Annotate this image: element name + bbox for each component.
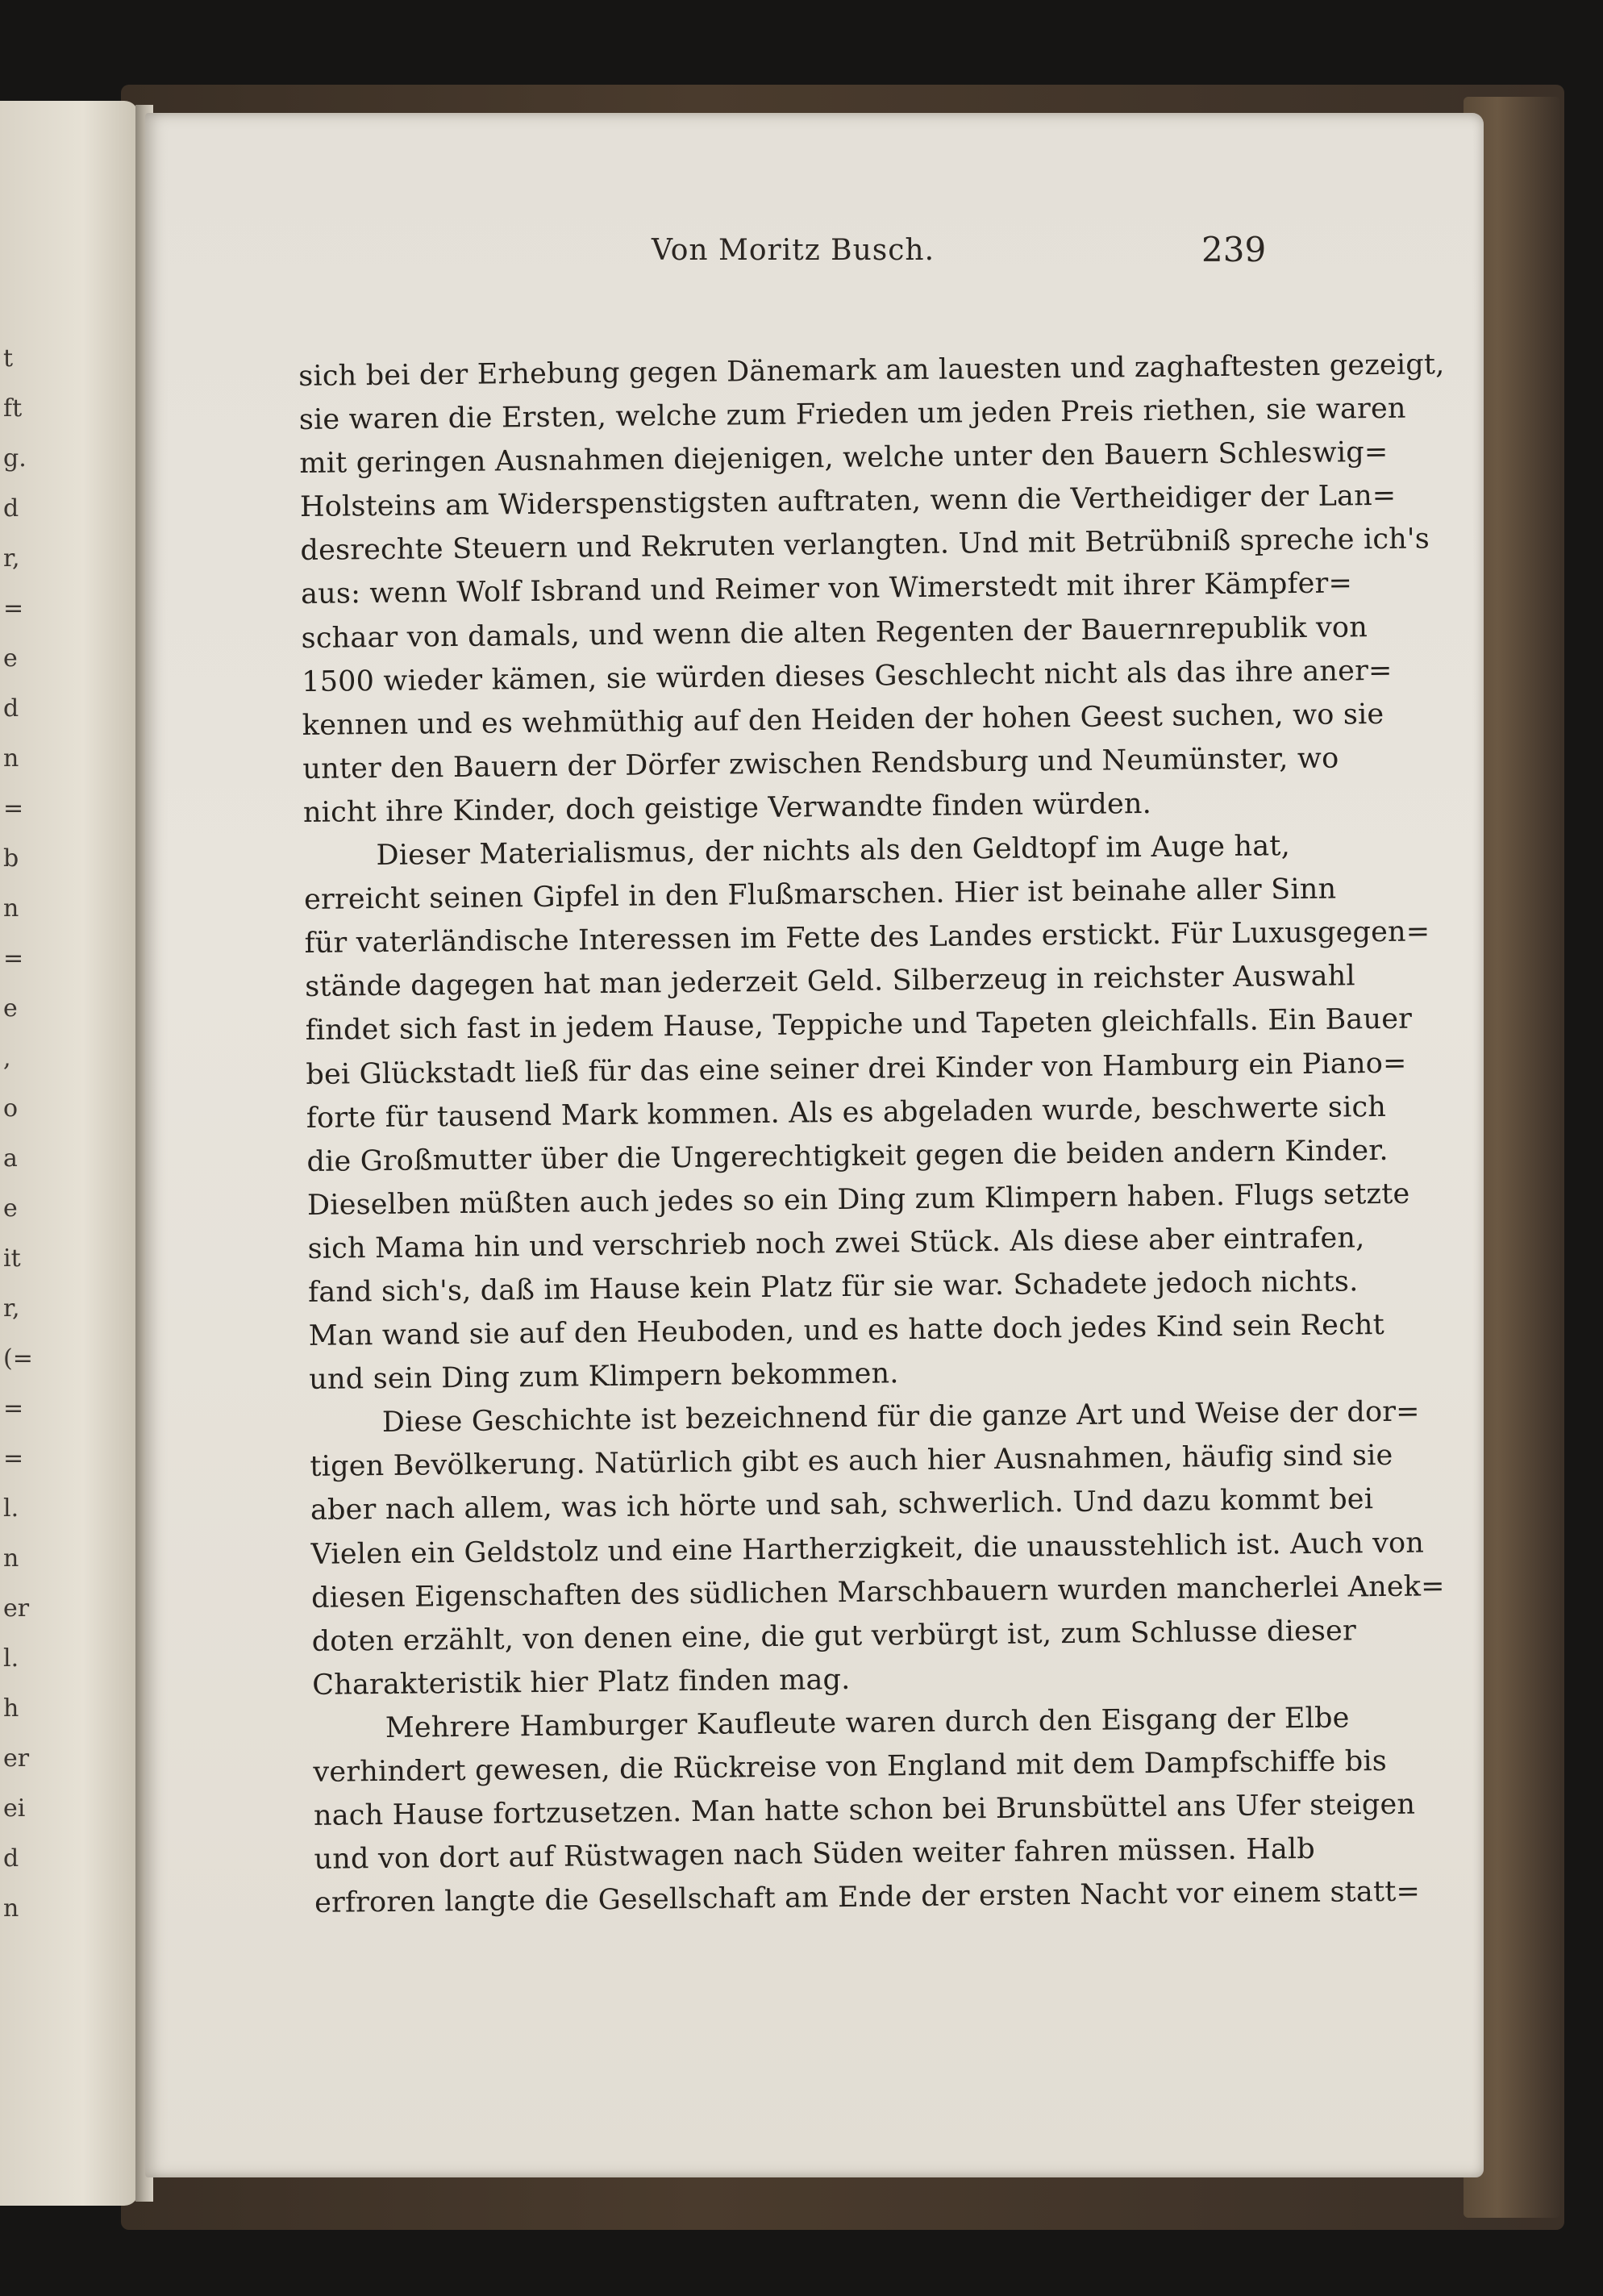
facing-page-fragment: e	[3, 1194, 18, 1223]
body-text	[298, 344, 1445, 1925]
facing-page-fragment: =	[3, 1444, 24, 1473]
text-line: erreicht seinen Gipfel in den Flußmarschen. Hier ist beinahe aller Sinn	[303, 873, 1337, 917]
facing-page-fragment: =	[3, 794, 24, 823]
facing-page-fragment: a	[3, 1144, 18, 1173]
facing-page-fragment: h	[3, 1694, 19, 1723]
text-line: nicht ihre Kinder, doch geistige Verwandte finden würden.	[302, 787, 1152, 829]
facing-page-fragment: er	[3, 1744, 30, 1773]
facing-page-fragment: g.	[3, 444, 27, 473]
text-line: für vaterländische Interessen im Fette des Landes erstickt. Für Luxusgegen=	[304, 915, 1430, 960]
facing-page-fragment: er	[3, 1594, 30, 1623]
text-line: Vielen ein Geldstolz und eine Hartherzigkeit, die unausstehlich ist. Auch von	[310, 1526, 1425, 1571]
text-line: und von dort auf Rüstwagen nach Süden weiter fahren müssen. Halb	[314, 1833, 1316, 1877]
text-line: nach Hause fortzusetzen. Man hatte schon bei Brunsbüttel ans Ufer steigen	[313, 1788, 1416, 1832]
facing-page-fragment: r,	[3, 1294, 20, 1323]
text-line: 1500 wieder kämen, sie würden dieses Geschlecht nicht als das ihre aner=	[302, 654, 1393, 698]
facing-page-fragment: it	[3, 1244, 21, 1273]
text-line: stände dagegen hat man jederzeit Geld. Silberzeug in reichster Auswahl	[305, 960, 1356, 1004]
facing-page-fragment: l.	[3, 1494, 19, 1523]
text-line: kennen und es wehmüthig auf den Heiden der hohen Geest suchen, wo sie	[302, 698, 1384, 742]
text-line: Holsteins am Widerspenstigsten auftraten, wenn die Vertheidiger der Lan=	[299, 480, 1397, 524]
facing-page-fragment: o	[3, 1094, 19, 1123]
text-line: sich bei der Erhebung gegen Dänemark am lauesten und zaghaftesten gezeigt,	[298, 348, 1445, 393]
facing-page-fragment: b	[3, 844, 19, 873]
text-line: mit geringen Ausnahmen diejenigen, welche unter den Bauern Schleswig=	[299, 436, 1389, 481]
text-line: verhindert gewesen, die Rückreise von England mit dem Dampfschiffe bis	[313, 1744, 1388, 1789]
paragraph-start-line: Dieser Materialismus, der nichts als den Geldtopf im Auge hat,	[376, 830, 1291, 873]
text-line: desrechte Steuern und Rekruten verlangten. Und mit Betrübniß spreche ich's	[300, 523, 1430, 568]
text-line: aus: wenn Wolf Isbrand und Reimer von Wimerstedt mit ihrer Kämpfer=	[300, 567, 1353, 611]
text-line: sie waren die Ersten, welche zum Frieden um jeden Preis riethen, sie waren	[298, 392, 1406, 437]
text-line: doten erzählt, von denen eine, die gut verbürgt ist, zum Schlusse dieser	[311, 1615, 1357, 1658]
text-line: tigen Bevölkerung. Natürlich gibt es auch hier Ausnahmen, häufig sind sie	[310, 1440, 1393, 1484]
text-line: fand sich's, daß im Hause kein Platz für sie war. Schadete jedoch nichts.	[307, 1265, 1359, 1309]
text-line: erfroren langte die Gesellschaft am Ende der ersten Nacht vor einem statt=	[314, 1875, 1421, 1920]
text-line: Charakteristik hier Platz finden mag.	[312, 1663, 851, 1702]
facing-page-fragment: =	[3, 944, 24, 973]
text-line: diesen Eigenschaften des südlichen Marschbauern wurden mancherlei Anek=	[310, 1569, 1445, 1615]
facing-page-fragment: n	[3, 894, 19, 923]
text-line: Man wand sie auf den Heuboden, und es hatte doch jedes Kind sein Recht	[308, 1309, 1385, 1352]
text-line: Dieselben müßten auch jedes so ein Ding zum Klimpern haben. Flugs setzte	[306, 1177, 1410, 1222]
text-line: die Großmutter über die Ungerechtigkeit gegen die beiden andern Kinder.	[306, 1134, 1389, 1178]
paragraph-start-line: Mehrere Hamburger Kaufleute waren durch den Eisgang der Elbe	[385, 1702, 1350, 1744]
page-number: 239	[1201, 230, 1267, 269]
facing-page-fragment: r,	[3, 544, 20, 573]
facing-page-fragment: e	[3, 644, 18, 673]
facing-page-fragment: (=	[3, 1344, 33, 1373]
facing-page-fragment: n	[3, 1894, 19, 1923]
facing-page-fragment: n	[3, 1544, 19, 1573]
text-line: findet sich fast in jedem Hause, Teppiche und Tapeten gleichfalls. Ein Bauer	[305, 1002, 1413, 1048]
text-line: unter den Bauern der Dörfer zwischen Rendsburg und Neumünster, wo	[302, 742, 1339, 785]
text-line: bei Glückstadt ließ für das eine seiner drei Kinder von Hamburg ein Piano=	[306, 1047, 1407, 1091]
facing-page-fragment: t	[3, 344, 14, 373]
facing-page-fragment: d	[3, 1844, 19, 1873]
facing-page-fragment: ,	[3, 1044, 11, 1073]
left-facing-page	[0, 101, 139, 2206]
facing-page-fragment: n	[3, 744, 19, 773]
facing-page-fragment: =	[3, 594, 24, 623]
text-line: sich Mama hin und verschrieb noch zwei Stück. Als diese aber eintrafen,	[307, 1222, 1365, 1265]
facing-page-fragment: =	[3, 1394, 24, 1423]
text-line: schaar von damals, und wenn die alten Regenten der Bauernrepublik von	[301, 610, 1368, 655]
text-line: aber nach allem, was ich hörte und sah, schwerlich. Und dazu kommt bei	[310, 1483, 1374, 1527]
facing-page-fragment: ft	[3, 394, 23, 423]
paragraph-start-line: Diese Geschichte ist bezeichnend für die ganze Art und Weise der dor=	[381, 1395, 1420, 1440]
text-line: forte für tausend Mark kommen. Als es abgeladen wurde, beschwerte sich	[306, 1090, 1387, 1135]
facing-page-fragment: d	[3, 694, 19, 723]
facing-page-fragment: ei	[3, 1794, 26, 1823]
running-head: Von Moritz Busch.	[652, 234, 935, 267]
text-line: und sein Ding zum Klimpern bekommen.	[309, 1357, 899, 1397]
facing-page-fragment: l.	[3, 1644, 19, 1673]
facing-page-fragment: e	[3, 994, 18, 1023]
facing-page-fragment: d	[3, 494, 19, 523]
